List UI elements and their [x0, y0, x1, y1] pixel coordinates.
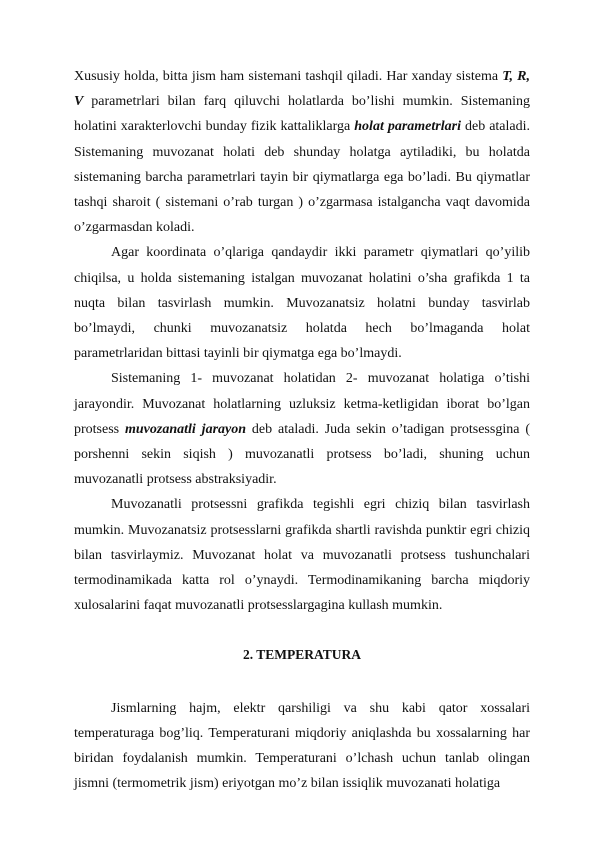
parameters-tvr: T, R, V	[74, 69, 531, 110]
paragraph-3-text-a: Sistemaning 1- muvozanat holatidan 2- muvozanat holatiga o’tishi jarayondir. Muvozanat holatlarning uzluksiz ketma-ketligidan iborat bo’lgan protsess	[74, 371, 530, 437]
term-muvozanatli-jarayon: muvozanatli jarayon	[125, 421, 247, 437]
paragraph-5: Jismlarning hajm, elektr qarshiligi va shu kabi qator xossalari temperaturaga bog’liq. Temperaturani miqdoriy aniqlashda bu xossalarning har biridan foydalanish mumkin. Temperaturani o’lchash uchun tanlab olingan jismni (termometrik jism) eriyotgan mo’z bilan issiqlik muvozanati holatiga	[74, 700, 530, 792]
paragraph-1-text-b: parametrlari bilan farq qiluvchi holatlarda bo’lishi mumkin. Sistemaning holatini xarakterlovchi bunday fizik kattaliklarga	[74, 94, 530, 135]
paragraph-1	[74, 64, 530, 240]
term-holat-parametrlari: holat parametrlari	[354, 119, 461, 135]
document-page	[74, 64, 530, 796]
paragraph-1-text-c: deb ataladi. Sistemaning muvozanat holati deb shunday holatga aytiladiki, bu holatda sistemaning barcha parametrlari tayin bir qiymatlarga ega bo’ladi. Bu qiymatlar tashqi sharoit ( sistemani o’rab turgan ) o’zgarmasa istalgancha vaqt davomida o’zgarmasdan koladi.	[74, 119, 531, 236]
paragraph-1-text-a: Xususiy holda, bitta jism ham sistemani tashqil qiladi. Har xanday sistema	[74, 69, 503, 84]
paragraph-3	[74, 366, 530, 492]
paragraph-2: Agar koordinata o’qlariga qandaydir ikki parametr qiymatlari qo’yilib chiqilsa, u holda sistemaning istalgan muvozanat holatini o’sha grafikda 1 ta nuqta bilan tasvirlash mumkin. Muvozanatsiz holatni bunday tasvirlab bo’lmaydi, chunki muvozanatsiz holatda hech bo’lmaganda holat parametrlaridan bittasi tayinli bir qiymatga ega bo’lmaydi.	[74, 245, 530, 362]
paragraph-4: Muvozanatli protsessni grafikda tegishli egri chiziq bilan tasvirlash mumkin. Muvozanatsiz protsesslarni grafikda shartli ravishda punktir egri chiziq bilan tasvirlaymiz. Muvozanat holat va muvozanatli protsess tushunchalari termodinamikada katta rol o’ynaydi. Termodinamikaning barcha miqdoriy xulosalarini faqat muvozanatli protsesslargagina kullash mumkin.	[74, 497, 530, 614]
paragraph-3-text-b: deb ataladi. Juda sekin o’tadigan protsessgina ( porshenni sekin siqish ) muvozanatli protsess bo’ladi, shuning uchun muvozanatli protsess abstraksiyadir.	[74, 421, 530, 488]
section-heading: 2. TEMPERATURA	[242, 647, 361, 663]
